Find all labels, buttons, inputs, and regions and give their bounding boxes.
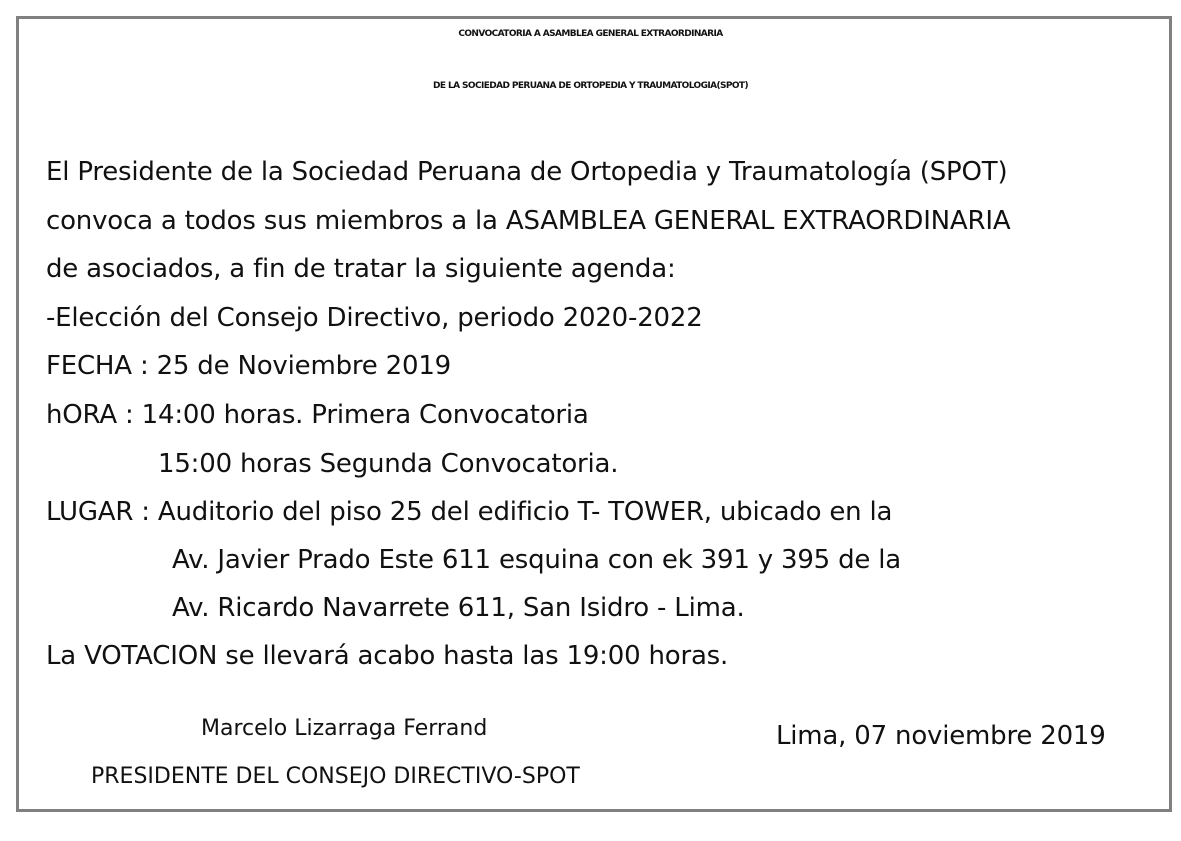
time-line-2: 15:00 horas Segunda Convocatoria. [158,449,619,479]
intro-line-2: convoca a todos sus miembros a la ASAMBLEA GENERAL EXTRAORDINARIA [46,206,1011,236]
title-line-2: DE LA SOCIEDAD PERUANA DE ORTOPEDIA Y TRAUMATOLOGIA(SPOT) [433,81,748,91]
title-line-1: CONVOCATORIA A ASAMBLEA GENERAL EXTRAORDINARIA [458,29,723,39]
signer-role: PRESIDENTE DEL CONSEJO DIRECTIVO-SPOT [91,764,580,789]
intro-line-1: El Presidente de la Sociedad Peruana de Ortopedia y Traumatología (SPOT) [46,157,1008,187]
place-date: Lima, 07 noviembre 2019 [776,721,1106,751]
agenda-item: -Elección del Consejo Directivo, periodo 2020-2022 [46,303,703,333]
intro-line-3: de asociados, a fin de tratar la siguiente agenda: [46,254,676,284]
venue-line-2: Av. Javier Prado Este 611 esquina con ek 391 y 395 de la [172,545,902,575]
venue-line-1: LUGAR : Auditorio del piso 25 del edificio T- TOWER, ubicado en la [46,497,893,527]
venue-line-3: Av. Ricardo Navarrete 611, San Isidro - Lima. [172,593,745,623]
voting-line: La VOTACION se llevará acabo hasta las 19:00 horas. [46,641,729,671]
date-line: FECHA : 25 de Noviembre 2019 [46,351,452,381]
time-line-1: hORA : 14:00 horas. Primera Convocatoria [46,400,589,430]
signer-name: Marcelo Lizarraga Ferrand [201,716,488,741]
